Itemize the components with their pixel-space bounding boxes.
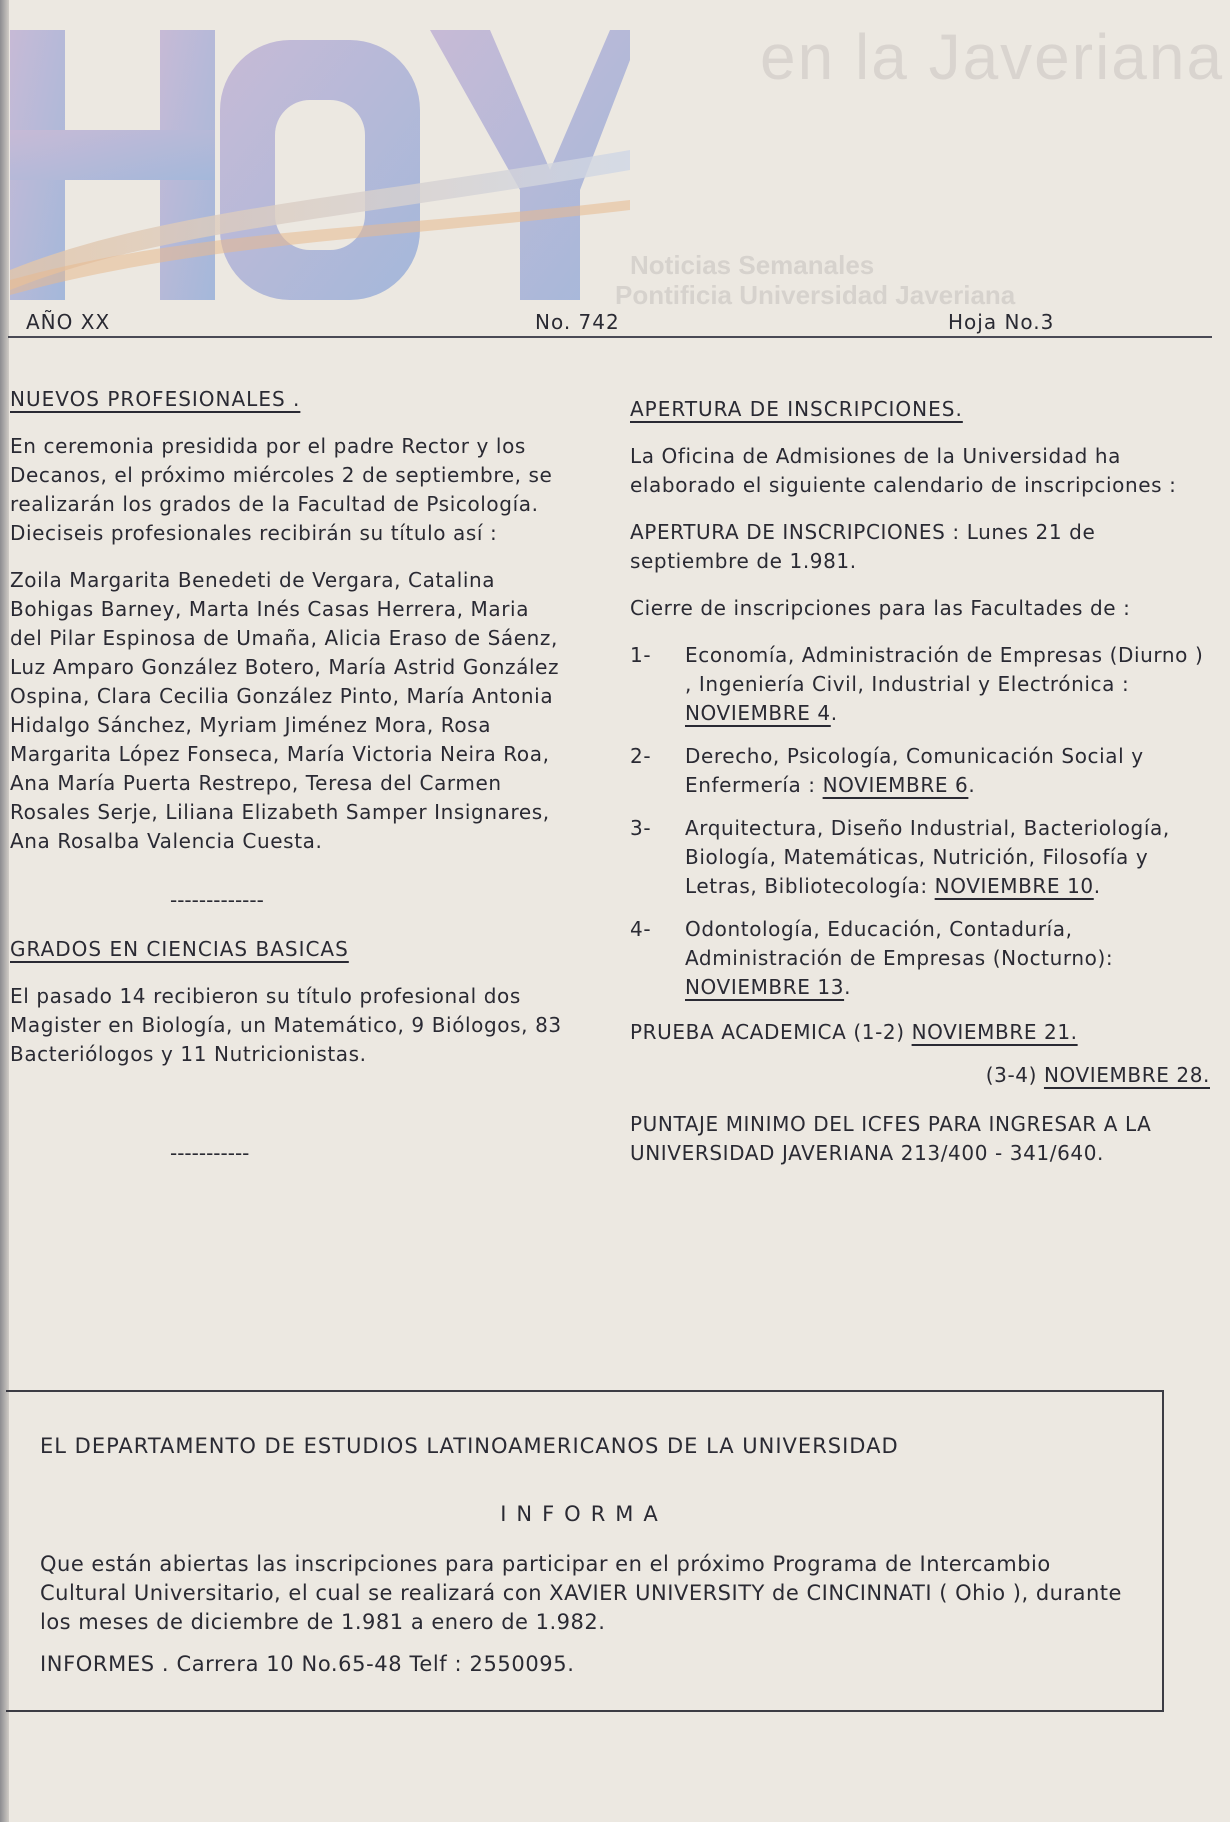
- icfes-minimum: PUNTAJE MINIMO DEL ICFES PARA INGRESAR A LA UNIVERSIDAD JAVERIANA 213/400 - 341/640.: [630, 1112, 1152, 1165]
- schedule-date: NOVIEMBRE 10: [934, 874, 1094, 898]
- schedule-item: 1- Economía, Administración de Empresas (Diurno ) , Ingeniería Civil, Industrial y Electrónica : NOVIEMBRE 4.: [630, 641, 1215, 728]
- schedule-date: NOVIEMBRE 13: [685, 975, 845, 999]
- schedule-number: 2-: [630, 744, 652, 768]
- heading-new-professionals: NUEVOS PROFESIONALES .: [10, 387, 301, 411]
- exam-date: NOVIEMBRE 28.: [1043, 1063, 1210, 1087]
- exam-label: PRUEBA ACADEMICA (1-2): [630, 1020, 912, 1044]
- schedule-faculties: Economía, Administración de Empresas (Diurno ) , Ingeniería Civil, Industrial y Electrónica :: [685, 643, 1204, 696]
- masthead-tagline: en la Javeriana: [760, 21, 1225, 93]
- issue-number: No. 742: [535, 310, 620, 334]
- schedule-faculties: Derecho, Psicología, Comunicación Social y Enfermería :: [685, 744, 1144, 797]
- schedule-faculties: Odontología, Educación, Contaduría, Administración de Empresas (Nocturno):: [685, 917, 1114, 970]
- schedule-date: NOVIEMBRE 4: [685, 701, 831, 725]
- heading-basic-sciences: GRADOS EN CIENCIAS BASICAS: [10, 937, 349, 961]
- exam-date: NOVIEMBRE 21.: [911, 1020, 1078, 1044]
- separator: -----------: [170, 1141, 250, 1165]
- announcement-title: EL DEPARTAMENTO DE ESTUDIOS LATINOAMERICANOS DE LA UNIVERSIDAD: [40, 1434, 899, 1458]
- schedule-number: 4-: [630, 917, 652, 941]
- exam-label: (3-4): [985, 1063, 1044, 1087]
- heading-registration: APERTURA DE INSCRIPCIONES.: [630, 397, 963, 421]
- masthead: [0, 0, 1230, 320]
- academic-exam: [630, 1018, 1215, 1090]
- graduates-list: Zoila Margarita Benedeti de Vergara, Catalina Bohigas Barney, Marta Inés Casas Herrera, Maria del Pilar Espinosa de Umaña, Alicia Eraso de Sáenz, Luz Amparo González Botero, María Astrid González Ospina, Clara Cecilia González Pinto, María Antonia Hidalgo Sánchez, Myriam Jiménez Mora, Rosa Margarita López Fonseca, María Victoria Neira Roa, Ana María Puerta Restrepo, Teresa del Carmen Rosales Serje, Liliana Elizabeth Samper Insignares, Ana Rosalba Valencia Cuesta.: [10, 568, 560, 853]
- hoy-logo: [10, 0, 630, 300]
- schedule-faculties: Arquitectura, Diseño Industrial, Bacteriología, Biología, Matemáticas, Nutrición, Filosofía y Letras, Bibliotecología:: [685, 816, 1170, 898]
- basic-sciences-paragraph: El pasado 14 recibieron su título profesional dos Magister en Biología, un Matemático, 9 Biólogos, 83 Bacteriólogos y 11 Nutricionistas.: [10, 984, 562, 1066]
- issue-year: AÑO XX: [26, 310, 111, 334]
- announcement-informa: INFORMA: [500, 1502, 668, 1526]
- left-column: [10, 385, 565, 1168]
- schedule-number: 1-: [630, 643, 652, 667]
- announcement-body: Que están abiertas las inscripciones para participar en el próximo Programa de Intercambio Cultural Universitario, el cual se realizará con XAVIER UNIVERSITY de CINCINNATI ( Ohio ), durante los meses de diciembre de 1.981 a enero de 1.982.: [40, 1552, 1122, 1634]
- closing-schedule: [630, 641, 1215, 1002]
- separator: -------------: [170, 888, 264, 912]
- schedule-item: 4- Odontología, Educación, Contaduría, Administración de Empresas (Nocturno): NOVIEMBRE 13.: [630, 915, 1215, 1002]
- announcement-box: [6, 1390, 1164, 1712]
- registration-opening: APERTURA DE INSCRIPCIONES : Lunes 21 de septiembre de 1.981.: [630, 520, 1096, 573]
- issue-sheet: Hoja No.3: [948, 310, 1055, 334]
- right-column: [630, 395, 1215, 1168]
- registration-intro: La Oficina de Admisiones de la Universidad ha elaborado el siguiente calendario de inscripciones :: [630, 444, 1177, 497]
- issue-line: [8, 308, 1212, 338]
- schedule-date: NOVIEMBRE 6: [822, 773, 969, 797]
- closing-intro: Cierre de inscripciones para las Facultades de :: [630, 596, 1131, 620]
- ceremony-paragraph: En ceremonia presidida por el padre Rector y los Decanos, el próximo miércoles 2 de septiembre, se realizarán los grados de la Facultad de Psicología. Dieciseis profesionales recibirán su título así :: [10, 434, 553, 545]
- schedule-item: 2- Derecho, Psicología, Comunicación Social y Enfermería : NOVIEMBRE 6.: [630, 742, 1215, 800]
- announcement-contact: INFORMES . Carrera 10 No.65-48 Telf : 2550095.: [40, 1652, 575, 1676]
- schedule-number: 3-: [630, 816, 652, 840]
- masthead-publisher: Pontificia Universidad Javeriana: [615, 280, 1016, 310]
- masthead-subtitle: Noticias Semanales: [630, 250, 875, 280]
- schedule-item: 3- Arquitectura, Diseño Industrial, Bacteriología, Biología, Matemáticas, Nutrición, Filosofía y Letras, Bibliotecología: NOVIEMBRE 10.: [630, 814, 1215, 901]
